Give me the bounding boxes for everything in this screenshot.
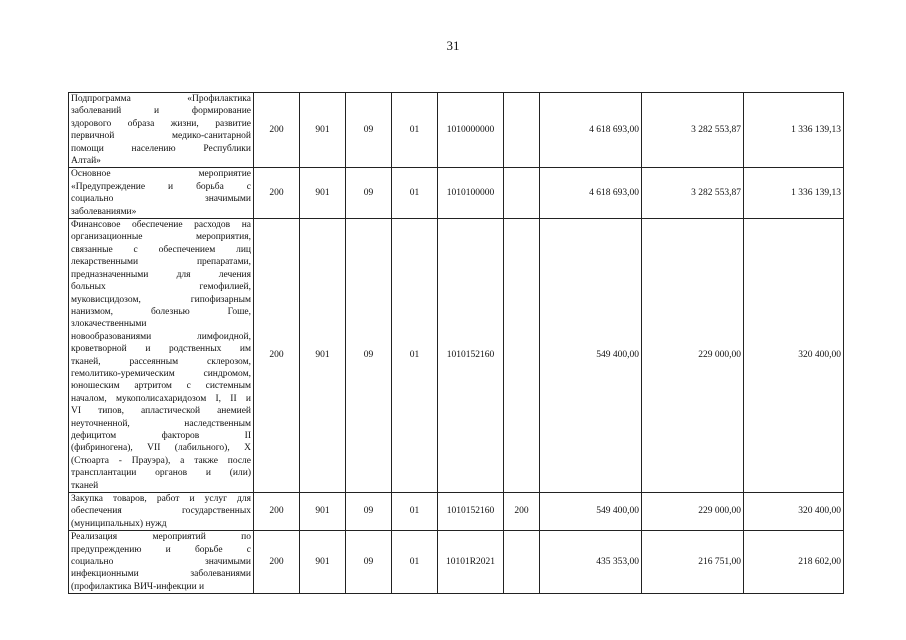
amount-executed: 3 282 553,87 [642, 93, 744, 168]
table-row [69, 93, 844, 168]
amount-remaining: 320 400,00 [744, 219, 844, 493]
code-target-article: 10101R2021 [438, 531, 504, 594]
amount-executed: 229 000,00 [642, 219, 744, 493]
amount-planned: 4 618 693,00 [540, 93, 642, 168]
code-target-article: 1010100000 [438, 168, 504, 219]
description-line: помощи населению Республики [71, 143, 251, 154]
amount-remaining: 1 336 139,13 [744, 93, 844, 168]
code-target-article: 1010152160 [438, 493, 504, 531]
table-row [69, 219, 844, 493]
code-expense-type [504, 219, 540, 493]
description-line: социально значимыми [71, 557, 251, 568]
amount-executed: 229 000,00 [642, 493, 744, 531]
description-line: предупреждению и борьбе с [71, 544, 251, 555]
description-line: Основное мероприятие [71, 169, 251, 180]
code-admin: 200 [254, 168, 300, 219]
description-line: Алтай» [71, 156, 101, 167]
description-line: (муниципальных) нужд [71, 518, 167, 529]
code-ministry: 901 [300, 219, 346, 493]
description-line: VI типов, апластической анемией [71, 406, 251, 417]
description-line: Реализация мероприятий по [71, 532, 251, 543]
description-line: злокачественными [71, 319, 147, 330]
code-subsection: 01 [392, 168, 438, 219]
amount-remaining: 320 400,00 [744, 493, 844, 531]
code-subsection: 01 [392, 219, 438, 493]
description-line: трансплантации органов и (или) [71, 468, 251, 479]
description-line: предназначенными для лечения [71, 269, 251, 280]
code-section: 09 [346, 219, 392, 493]
description-line: организационные мероприятия, [71, 232, 251, 243]
code-ministry: 901 [300, 168, 346, 219]
table-row [69, 531, 844, 594]
amount-planned: 435 353,00 [540, 531, 642, 594]
page-number: 31 [446, 38, 460, 53]
code-admin: 200 [254, 493, 300, 531]
row-description [69, 531, 254, 594]
table-row [69, 168, 844, 219]
description-line: обеспечения государственных [71, 506, 251, 517]
code-admin: 200 [254, 93, 300, 168]
table-row [69, 493, 844, 531]
description-line: неуточненной, наследственным [71, 418, 251, 429]
description-line: новообразованиями лимфоидной, [71, 331, 251, 342]
description-line: Закупка товаров, работ и услуг для [71, 494, 251, 504]
description-line: гемолитико-уремическим синдромом, [71, 368, 251, 379]
description-line: инфекционными заболеваниями [71, 569, 251, 580]
description-line: кроветворной и родственных им [71, 344, 251, 355]
description-line: Финансовое обеспечение расходов на [71, 220, 251, 231]
row-description [69, 493, 254, 531]
code-admin: 200 [254, 531, 300, 594]
row-description [69, 168, 254, 219]
description-line: «Предупреждение и борьба с [71, 181, 251, 192]
description-line: заболеваниями» [71, 206, 137, 217]
row-description [69, 219, 254, 493]
amount-executed: 216 751,00 [642, 531, 744, 594]
description-line: (профилактика ВИЧ-инфекции и [71, 581, 205, 592]
code-subsection: 01 [392, 493, 438, 531]
code-expense-type [504, 168, 540, 219]
description-line: лекарственными препаратами, [71, 257, 251, 268]
code-admin: 200 [254, 219, 300, 493]
code-subsection: 01 [392, 93, 438, 168]
code-ministry: 901 [300, 493, 346, 531]
description-line: началом, мукополисахаридозом I, II и [71, 393, 251, 404]
description-line: социально значимыми [71, 194, 251, 205]
code-target-article: 1010000000 [438, 93, 504, 168]
description-line: тканей [71, 480, 99, 491]
description-line: муковисцидозом, гипофизарным [71, 294, 251, 305]
code-section: 09 [346, 93, 392, 168]
code-expense-type [504, 93, 540, 168]
description-line: Подпрограмма «Профилактика [71, 94, 251, 104]
amount-planned: 549 400,00 [540, 493, 642, 531]
code-section: 09 [346, 168, 392, 219]
amount-planned: 549 400,00 [540, 219, 642, 493]
amount-executed: 3 282 553,87 [642, 168, 744, 219]
description-line: (Стюарта - Прауэра), а также после [71, 455, 251, 466]
amount-planned: 4 618 693,00 [540, 168, 642, 219]
amount-remaining: 1 336 139,13 [744, 168, 844, 219]
description-line: (фибриногена), VII (лабильного), X [71, 443, 251, 454]
description-line: здорового образа жизни, развитие [71, 118, 251, 129]
code-ministry: 901 [300, 93, 346, 168]
code-section: 09 [346, 531, 392, 594]
code-expense-type: 200 [504, 493, 540, 531]
description-line: первичной медико-санитарной [71, 131, 251, 142]
description-line: больных гемофилией, [71, 282, 251, 293]
code-section: 09 [346, 493, 392, 531]
description-line: заболеваний и формирование [71, 106, 251, 117]
code-subsection: 01 [392, 531, 438, 594]
code-expense-type [504, 531, 540, 594]
description-line: тканей, рассеянным склерозом, [71, 356, 251, 367]
code-target-article: 1010152160 [438, 219, 504, 493]
description-line: нанизмом, болезнью Гоше, [71, 306, 251, 317]
amount-remaining: 218 602,00 [744, 531, 844, 594]
code-ministry: 901 [300, 531, 346, 594]
description-line: дефицитом факторов II [71, 430, 251, 441]
budget-table [68, 92, 844, 594]
row-description [69, 93, 254, 168]
description-line: юношеским артритом с системным [71, 381, 251, 392]
description-line: связанные с обеспечением лиц [71, 244, 251, 255]
